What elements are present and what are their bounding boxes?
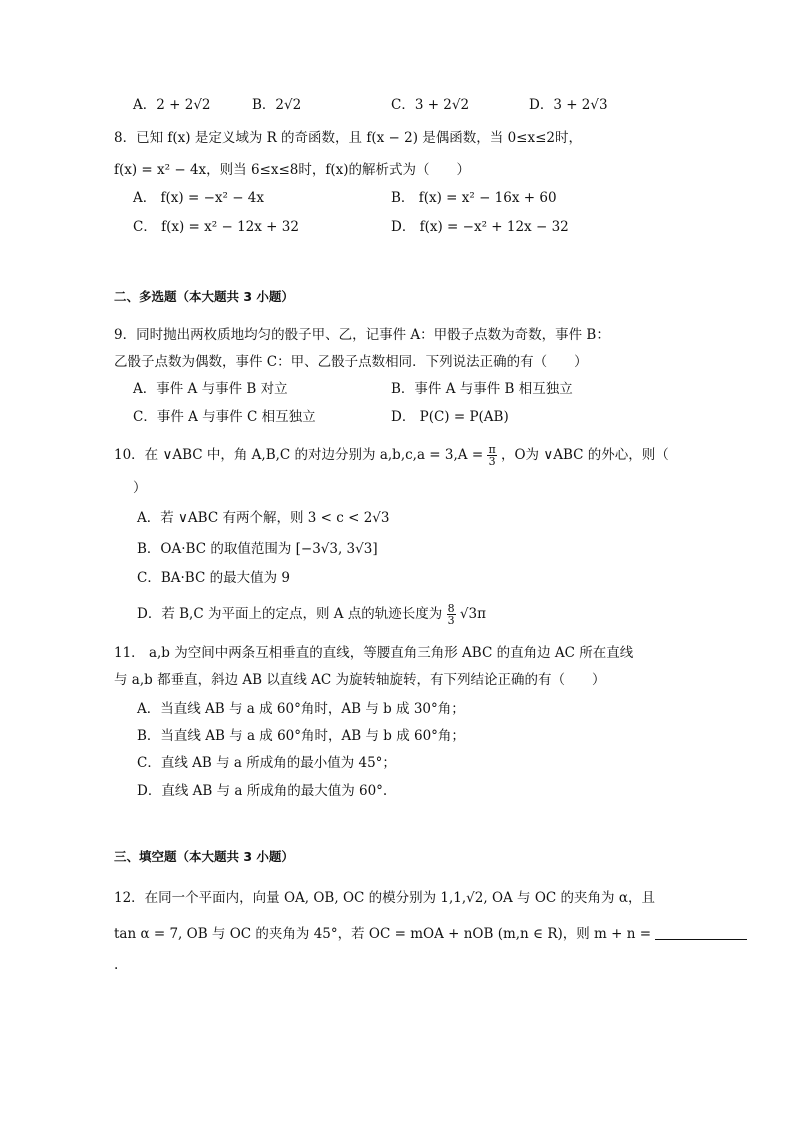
q9-option-b: B．事件 A 与事件 B 相互独立	[391, 381, 573, 397]
q12-stem-line3: .	[114, 957, 119, 973]
q12-stem-line2	[114, 925, 747, 943]
q11-option-c: C．直线 AB 与 a 所成角的最小值为 45°；	[137, 755, 396, 771]
q9-option-a: A．事件 A 与事件 B 对立	[133, 381, 288, 397]
q10-option-b: B．OA·BC 的取值范围为 [−3√3, 3√3]	[137, 541, 378, 557]
q8-stem-line1: 8．已知 f(x) 是定义域为 R 的奇函数，且 f(x − 2) 是偶函数，当 0≤x≤2时，	[114, 130, 582, 146]
q11-option-d: D．直线 AB 与 a 所成角的最大值为 60°.	[137, 783, 388, 799]
q9-option-d: D． P(C) = P(AB)	[391, 409, 509, 425]
q10-option-d-text: D．若 B,C 为平面上的定点，则 A 点的轨迹长度为	[137, 606, 443, 622]
q8-stem-line2: f(x) = x² − 4x，则当 6≤x≤8时，f(x)的解析式为（ ）	[114, 162, 471, 178]
q12-stem-line1: 12．在同一个平面内，向量 OA, OB, OC 的模分别为 1,1,√2, OA 与 OC 的夹角为 α，且	[114, 890, 655, 906]
q10-option-d-denominator: 3	[447, 614, 455, 627]
q8-option-c: C． f(x) = x² − 12x + 32	[133, 219, 299, 235]
q10-fraction-numerator: π	[488, 443, 496, 456]
q8-option-d: D． f(x) = −x² + 12x − 32	[391, 219, 569, 235]
q8-option-a: A． f(x) = −x² − 4x	[133, 190, 265, 206]
section-heading-multiple-choice: 二、多选题（本大题共 3 小题）	[114, 289, 294, 304]
q10-option-d-tail: √3π	[459, 606, 486, 622]
q11-option-a: A．当直线 AB 与 a 成 60°角时，AB 与 b 成 30°角；	[137, 701, 465, 717]
q8-option-b: B． f(x) = x² − 16x + 60	[391, 190, 557, 206]
q11-stem-line1: 11． a,b 为空间中两条互相垂直的直线，等腰直角三角形 ABC 的直角边 AC 所在直线	[114, 645, 634, 661]
q10-stem-part2: ，O为 ∨ABC 的外心，则（	[500, 447, 669, 463]
q7-option-d: D．3 + 2√3	[529, 97, 608, 113]
q11-stem-line2: 与 a,b 都垂直，斜边 AB 以直线 AC 为旋转轴旋转，有下列结论正确的有（ ）	[114, 672, 606, 688]
q10-option-d-fraction	[447, 603, 456, 626]
q11-option-b: B．当直线 AB 与 a 成 60°角时，AB 与 b 成 60°角；	[137, 728, 465, 744]
section-heading-fill-in: 三、填空题（本大题共 3 小题）	[114, 849, 294, 864]
q7-option-c: C．3 + 2√2	[391, 97, 470, 113]
q10-stem-line2: ）	[133, 480, 147, 496]
q10-angle-fraction	[487, 444, 496, 467]
q10-stem-line1	[114, 444, 669, 467]
q10-option-a: A．若 ∨ABC 有两个解，则 3 < c < 2√3	[137, 510, 390, 526]
q12-stem-line2-text: tan α = 7, OB 与 OC 的夹角为 45°，若 OC = mOA + nOB (m,n ∈ R)，则 m + n =	[114, 926, 652, 942]
q9-stem-line1: 9．同时抛出两枚质地均匀的骰子甲、乙，记事件 A：甲骰子点数为奇数，事件 B：	[114, 327, 610, 343]
q9-stem-line2: 乙骰子点数为偶数，事件 C：甲、乙骰子点数相同．下列说法正确的有（ ）	[114, 354, 588, 370]
q12-answer-blank[interactable]	[655, 925, 747, 940]
q10-option-d-numerator: 8	[447, 602, 455, 615]
q10-option-d	[137, 603, 486, 626]
q10-option-c: C．BA·BC 的最大值为 9	[137, 570, 290, 586]
q9-option-c: C．事件 A 与事件 C 相互独立	[133, 409, 316, 425]
q7-option-b: B．2√2	[252, 97, 302, 113]
q10-fraction-denominator: 3	[488, 455, 496, 468]
q7-option-a: A．2 + 2√2	[133, 97, 211, 113]
q10-stem-part1: 10．在 ∨ABC 中，角 A,B,C 的对边分别为 a,b,c,a = 3,A =	[114, 447, 484, 463]
